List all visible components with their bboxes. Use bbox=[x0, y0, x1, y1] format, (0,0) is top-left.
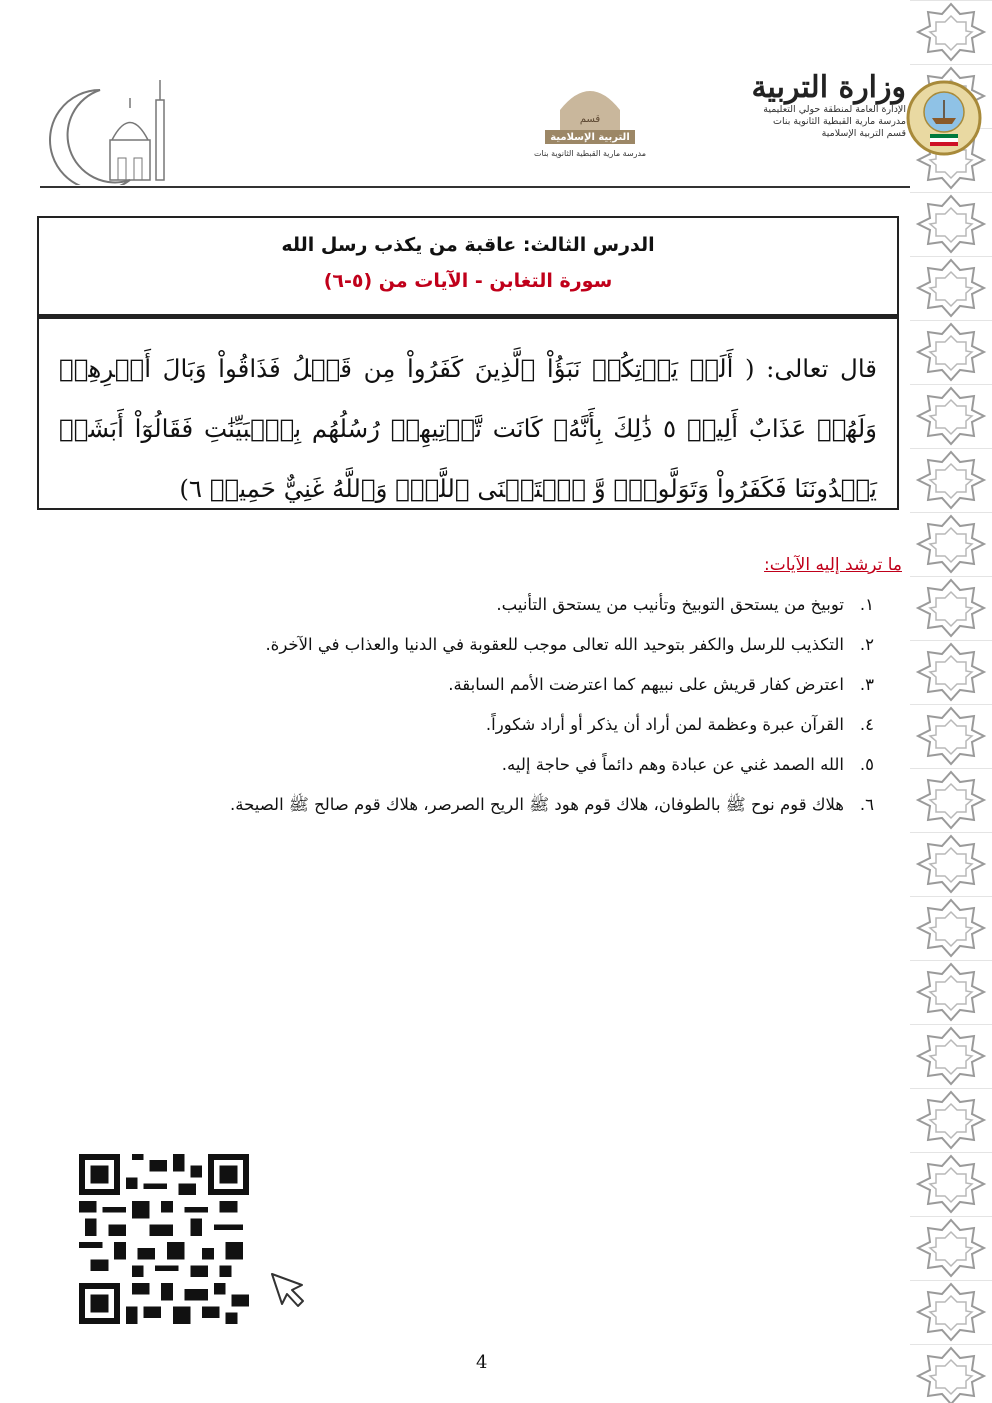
ministry-line-1: الإدارة العامة لمنطقة حولي التعليمية bbox=[763, 104, 906, 115]
verse-text: قال تعالى: ( أَلَمۡ يَأۡتِكُمۡ نَبَؤُاْ ٱلَّذِينَ كَفَرُواْ مِن قَبۡلُ فَذَاقُواْ وَبَالَ أَمۡرِهِمۡ وَلَهُمۡ عَذَابٌ أَلِيمٞ ٥ ذَٰلِكَ بِأَنَّهُۥ كَانَت تَّأۡتِيهِمۡ رُسُلُهُم بِٱلۡبَيِّنَٰتِ فَقَالُوٓاْ أَبَشَرٞ يَهۡدُونَنَا فَكَفَرُواْ وَتَوَلَّواْۖ وَّ ٱسۡتَغۡنَى ٱللَّهُۚ وَٱللَّهُ غَنِيٌّ حَمِيدٞ ٦) bbox=[59, 354, 878, 503]
cursor-arrow-icon bbox=[268, 1270, 310, 1312]
ministry-line-2: مدرسة مارية القبطية الثانوية بنات bbox=[773, 116, 906, 127]
lesson-title: الدرس الثالث: عاقبة من يكذب رسل الله bbox=[281, 234, 655, 256]
verse-box bbox=[37, 316, 899, 510]
list-item: ٥.الله الصمد غني عن عبادة وهم دائماً في حاجة إليه. bbox=[501, 755, 874, 774]
list-item: ٤.القرآن عبرة وعظمة لمن أراد أن يذكر أو أراد شكوراً. bbox=[485, 715, 874, 734]
lesson-title-box bbox=[37, 216, 899, 316]
ministry-heading bbox=[726, 72, 906, 140]
header-divider bbox=[40, 186, 910, 188]
ornamental-border bbox=[910, 0, 992, 1403]
list-item: ٣.اعترض كفار قريش على نبيهم كما اعترضت الأمم السابقة. bbox=[448, 675, 874, 694]
qr-code[interactable] bbox=[78, 1154, 250, 1324]
kuwait-emblem-icon bbox=[904, 78, 984, 158]
surah-title: سورة التغابن - الآيات من (٥-٦) bbox=[323, 270, 613, 292]
page-number: 4 bbox=[476, 1352, 488, 1373]
department-logo bbox=[520, 70, 660, 160]
list-item: ٢.التكذيب للرسل والكفر بتوحيد الله تعالى موجب للعقوبة في الدنيا والعذاب في الآخرة. bbox=[265, 635, 874, 654]
mosque-illustration bbox=[40, 70, 170, 185]
ministry-name: وزارة التربية bbox=[751, 70, 906, 105]
ministry-line-3: قسم التربية الإسلامية bbox=[821, 128, 906, 139]
list-item: ١.توبيخ من يستحق التوبيخ وتأنيب من يستحق التأنيب. bbox=[496, 595, 874, 614]
dept-mosque-icon bbox=[520, 70, 660, 160]
guidance-list bbox=[114, 588, 874, 828]
dept-name: التربية الإسلامية bbox=[550, 132, 630, 143]
dept-word: قسم bbox=[579, 114, 601, 125]
dept-school: مدرسة مارية القبطية الثانوية بنات bbox=[534, 149, 646, 158]
guidance-heading: ما ترشد إليه الآيات: bbox=[764, 555, 902, 575]
list-item: ٦.هلاك قوم نوح ﷺ بالطوفان، هلاك قوم هود ﷺ الريح الصرصر، هلاك قوم صالح ﷺ الصيحة. bbox=[230, 795, 874, 814]
